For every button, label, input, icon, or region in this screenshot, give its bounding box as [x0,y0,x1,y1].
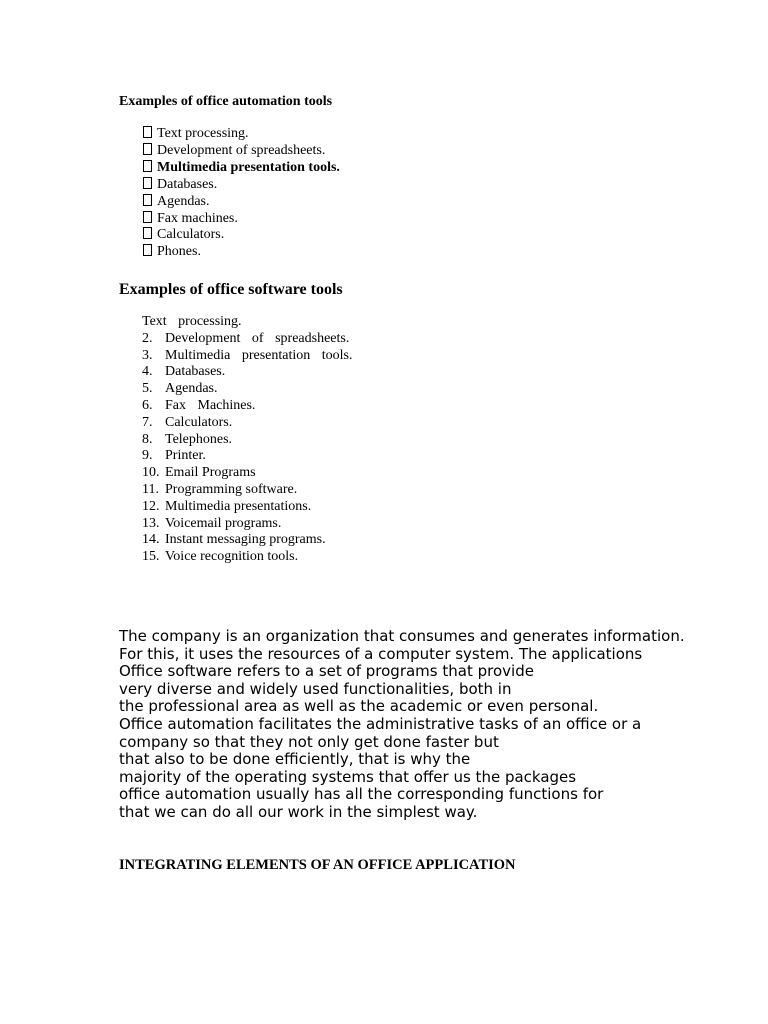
software-tool-item [142,549,352,566]
software-tool-item [142,482,352,499]
software-tool-label: Email Programs [165,465,256,481]
paragraph-line: that also to be done efficiently, that is why the [119,750,471,769]
software-tool-label: Fax Machines. [165,397,256,413]
software-tool-item [142,348,352,365]
paragraph-line: office automation usually has all the corresponding functions for [119,785,604,804]
software-tool-item [142,331,352,348]
paragraph-line: that we can do all our work in the simplest way. [119,802,478,821]
automation-tool-item [143,160,340,177]
software-tool-number: 5. [142,381,153,397]
software-tool-item [142,432,352,449]
paragraph-line: the professional area as well as the academic or even personal. [119,697,599,716]
software-tool-number: 8. [142,431,153,447]
software-tool-number: 13. [142,515,160,531]
paragraph-line: Office automation facilitates the administrative tasks of an office or a [119,714,642,733]
software-tool-item [142,398,352,415]
software-tool-label: Printer. [165,448,206,464]
paragraph-line: very diverse and widely used functionalities, both in [119,679,512,698]
software-tool-number: 15. [142,549,160,565]
software-tool-item [142,465,352,482]
software-tool-item [142,532,352,549]
missing-glyph-bullet-icon [143,143,152,155]
missing-glyph-bullet-icon [143,126,152,138]
automation-tool-label: Text processing. [157,126,249,141]
software-tool-label: Multimedia presentation tools. [165,347,353,363]
automation-tools-heading: Examples of office automation tools [119,94,333,109]
automation-tool-item [143,227,340,244]
software-tool-number: 7. [142,414,153,430]
software-tool-label: Agendas. [165,381,218,397]
paragraph-line: Office software refers to a set of programs that provide [119,662,534,681]
software-tool-item [142,516,352,533]
software-tool-label: Calculators. [165,414,233,430]
automation-tool-item [143,211,340,228]
software-tool-label: Text processing. [142,314,242,329]
software-tool-item [142,314,352,331]
automation-tool-label: Multimedia presentation tools. [157,159,340,175]
automation-tool-label: Calculators. [157,227,225,243]
automation-tool-label: Phones. [157,244,201,260]
missing-glyph-bullet-icon [143,227,152,239]
missing-glyph-bullet-icon [143,211,152,223]
software-tools-heading: Examples of office software tools [119,281,343,298]
paragraph-line: company so that they not only get done faster but [119,732,499,751]
software-tool-number: 2. [142,330,153,346]
software-tool-label: Voicemail programs. [165,515,282,531]
software-tool-label: Voice recognition tools. [165,549,299,565]
automation-tool-label: Development of spreadsheets. [157,142,326,158]
missing-glyph-bullet-icon [143,160,152,172]
software-tool-label: Multimedia presentations. [165,498,312,514]
software-tool-number: 12. [142,498,160,514]
software-tool-item [142,415,352,432]
software-tools-list [142,314,352,566]
paragraph-line: For this, it uses the resources of a computer system. The applications [119,644,643,663]
software-tool-label: Programming software. [165,481,298,497]
software-tool-item [142,381,352,398]
automation-tool-label: Databases. [157,176,218,192]
software-tool-number: 11. [142,481,159,497]
software-tool-item [142,499,352,516]
missing-glyph-bullet-icon [143,194,152,206]
software-tool-item [142,448,352,465]
automation-tool-label: Fax machines. [157,210,238,226]
body-paragraph [119,628,685,822]
software-tool-number: 4. [142,364,153,380]
software-tool-label: Telephones. [165,431,233,447]
automation-tool-item [143,194,340,211]
missing-glyph-bullet-icon [143,244,152,256]
software-tool-label: Databases. [165,364,226,380]
software-tool-number: 10. [142,465,160,481]
software-tool-number: 14. [142,532,160,548]
automation-tool-label: Agendas. [157,193,210,209]
paragraph-line: The company is an organization that consumes and generates information. [119,627,685,645]
software-tool-number: 9. [142,448,153,464]
automation-tool-item [143,143,340,160]
software-tool-number: 6. [142,397,153,413]
software-tool-number: 3. [142,347,153,363]
software-tool-label: Instant messaging programs. [165,532,326,548]
software-tool-item [142,364,352,381]
section-heading: INTEGRATING ELEMENTS OF AN OFFICE APPLICATION [119,857,516,873]
automation-tool-item [143,244,340,261]
missing-glyph-bullet-icon [143,177,152,189]
automation-tools-list [143,126,340,261]
paragraph-line: majority of the operating systems that offer us the packages [119,767,577,786]
automation-tool-item [143,177,340,194]
software-tool-label: Development of spreadsheets. [165,330,350,346]
automation-tool-item [143,126,340,143]
